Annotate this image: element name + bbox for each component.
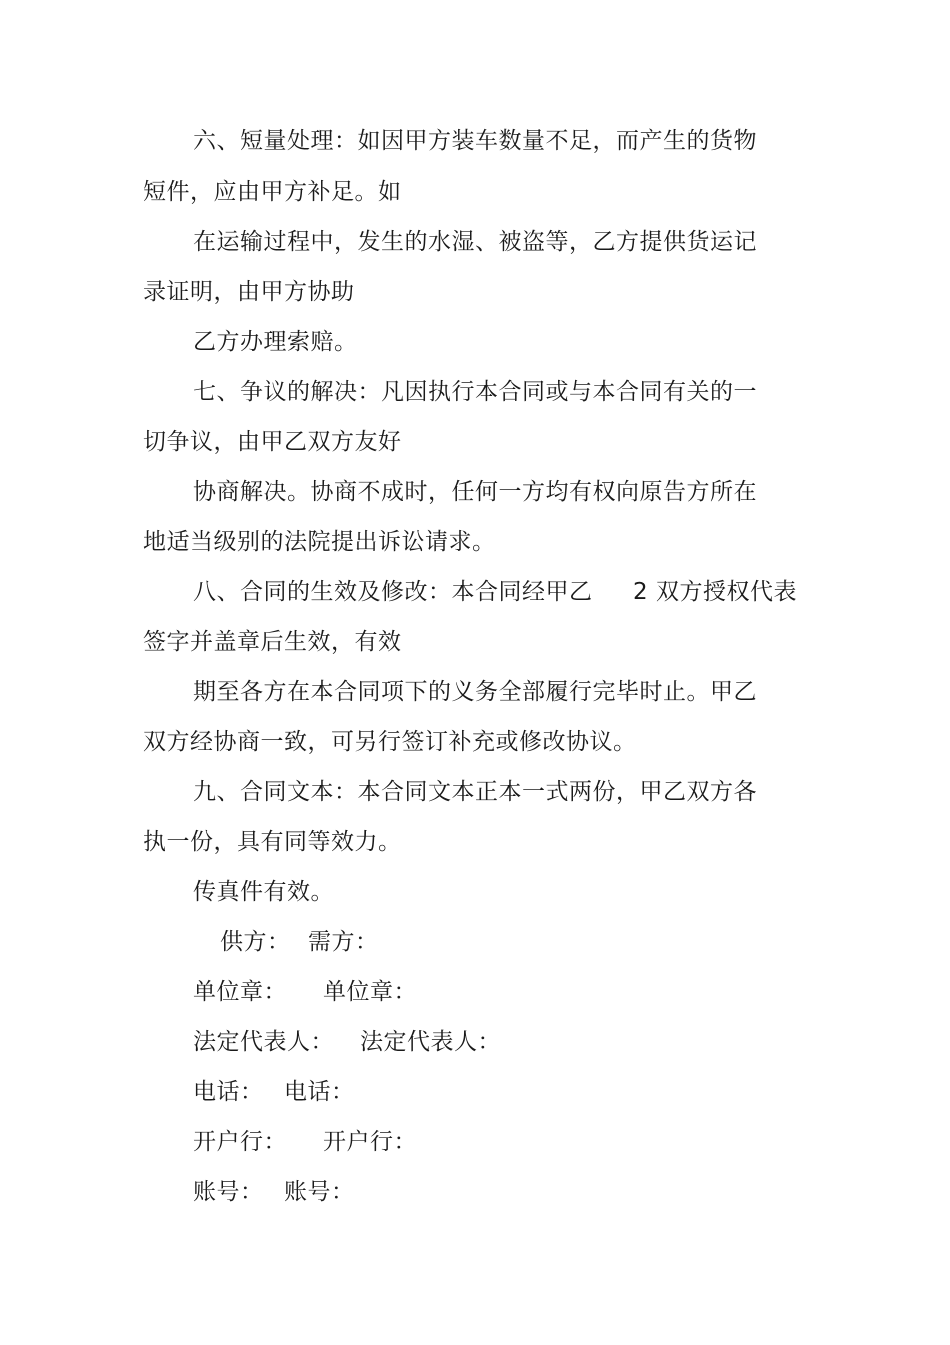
supplier-label: 供方： — [220, 929, 291, 955]
section-9-line-3: 传真件有效。 — [193, 879, 334, 905]
section-9-line-2: 执一份，具有同等效力。 — [143, 829, 402, 855]
rep-left-label: 法定代表人： — [193, 1029, 334, 1055]
phone-right-label: 电话： — [284, 1079, 355, 1105]
section-8-line-3: 期至各方在本合同项下的义务全部履行完毕时止。甲乙 — [193, 679, 757, 705]
section-8-line-1a: 八、合同的生效及修改：本合同经甲乙 — [193, 579, 593, 605]
section-7-line-1: 七、争议的解决：凡因执行本合同或与本合同有关的一 — [193, 379, 757, 405]
account-right-label: 账号： — [284, 1179, 355, 1205]
section-7-line-2: 切争议，由甲乙双方友好 — [143, 429, 402, 455]
phone-left-label: 电话： — [193, 1079, 264, 1105]
section-6-line-1: 六、短量处理：如因甲方装车数量不足，而产生的货物 — [193, 128, 757, 154]
seal-right-label: 单位章： — [323, 979, 417, 1005]
section-8-line-4: 双方经协商一致，可另行签订补充或修改协议。 — [143, 729, 637, 755]
section-8-line-2: 签字并盖章后生效，有效 — [143, 629, 402, 655]
rep-right-label: 法定代表人： — [360, 1029, 501, 1055]
bank-left-label: 开户行： — [193, 1129, 287, 1155]
section-6-line-5: 乙方办理索赔。 — [193, 329, 358, 355]
section-8-line-1b: 2 双方授权代表 — [633, 579, 797, 605]
buyer-label: 需方： — [308, 929, 379, 955]
account-left-label: 账号： — [193, 1179, 264, 1205]
section-6-line-4: 录证明，由甲方协助 — [143, 279, 355, 305]
section-9-line-1: 九、合同文本：本合同文本正本一式两份，甲乙双方各 — [193, 779, 757, 805]
section-6-line-2: 短件，应由甲方补足。如 — [143, 179, 402, 205]
section-7-line-4: 地适当级别的法院提出诉讼请求。 — [143, 529, 496, 555]
seal-left-label: 单位章： — [193, 979, 287, 1005]
bank-right-label: 开户行： — [323, 1129, 417, 1155]
section-6-line-3: 在运输过程中，发生的水湿、被盗等，乙方提供货运记 — [193, 229, 757, 255]
section-7-line-3: 协商解决。协商不成时，任何一方均有权向原告方所在 — [193, 479, 757, 505]
